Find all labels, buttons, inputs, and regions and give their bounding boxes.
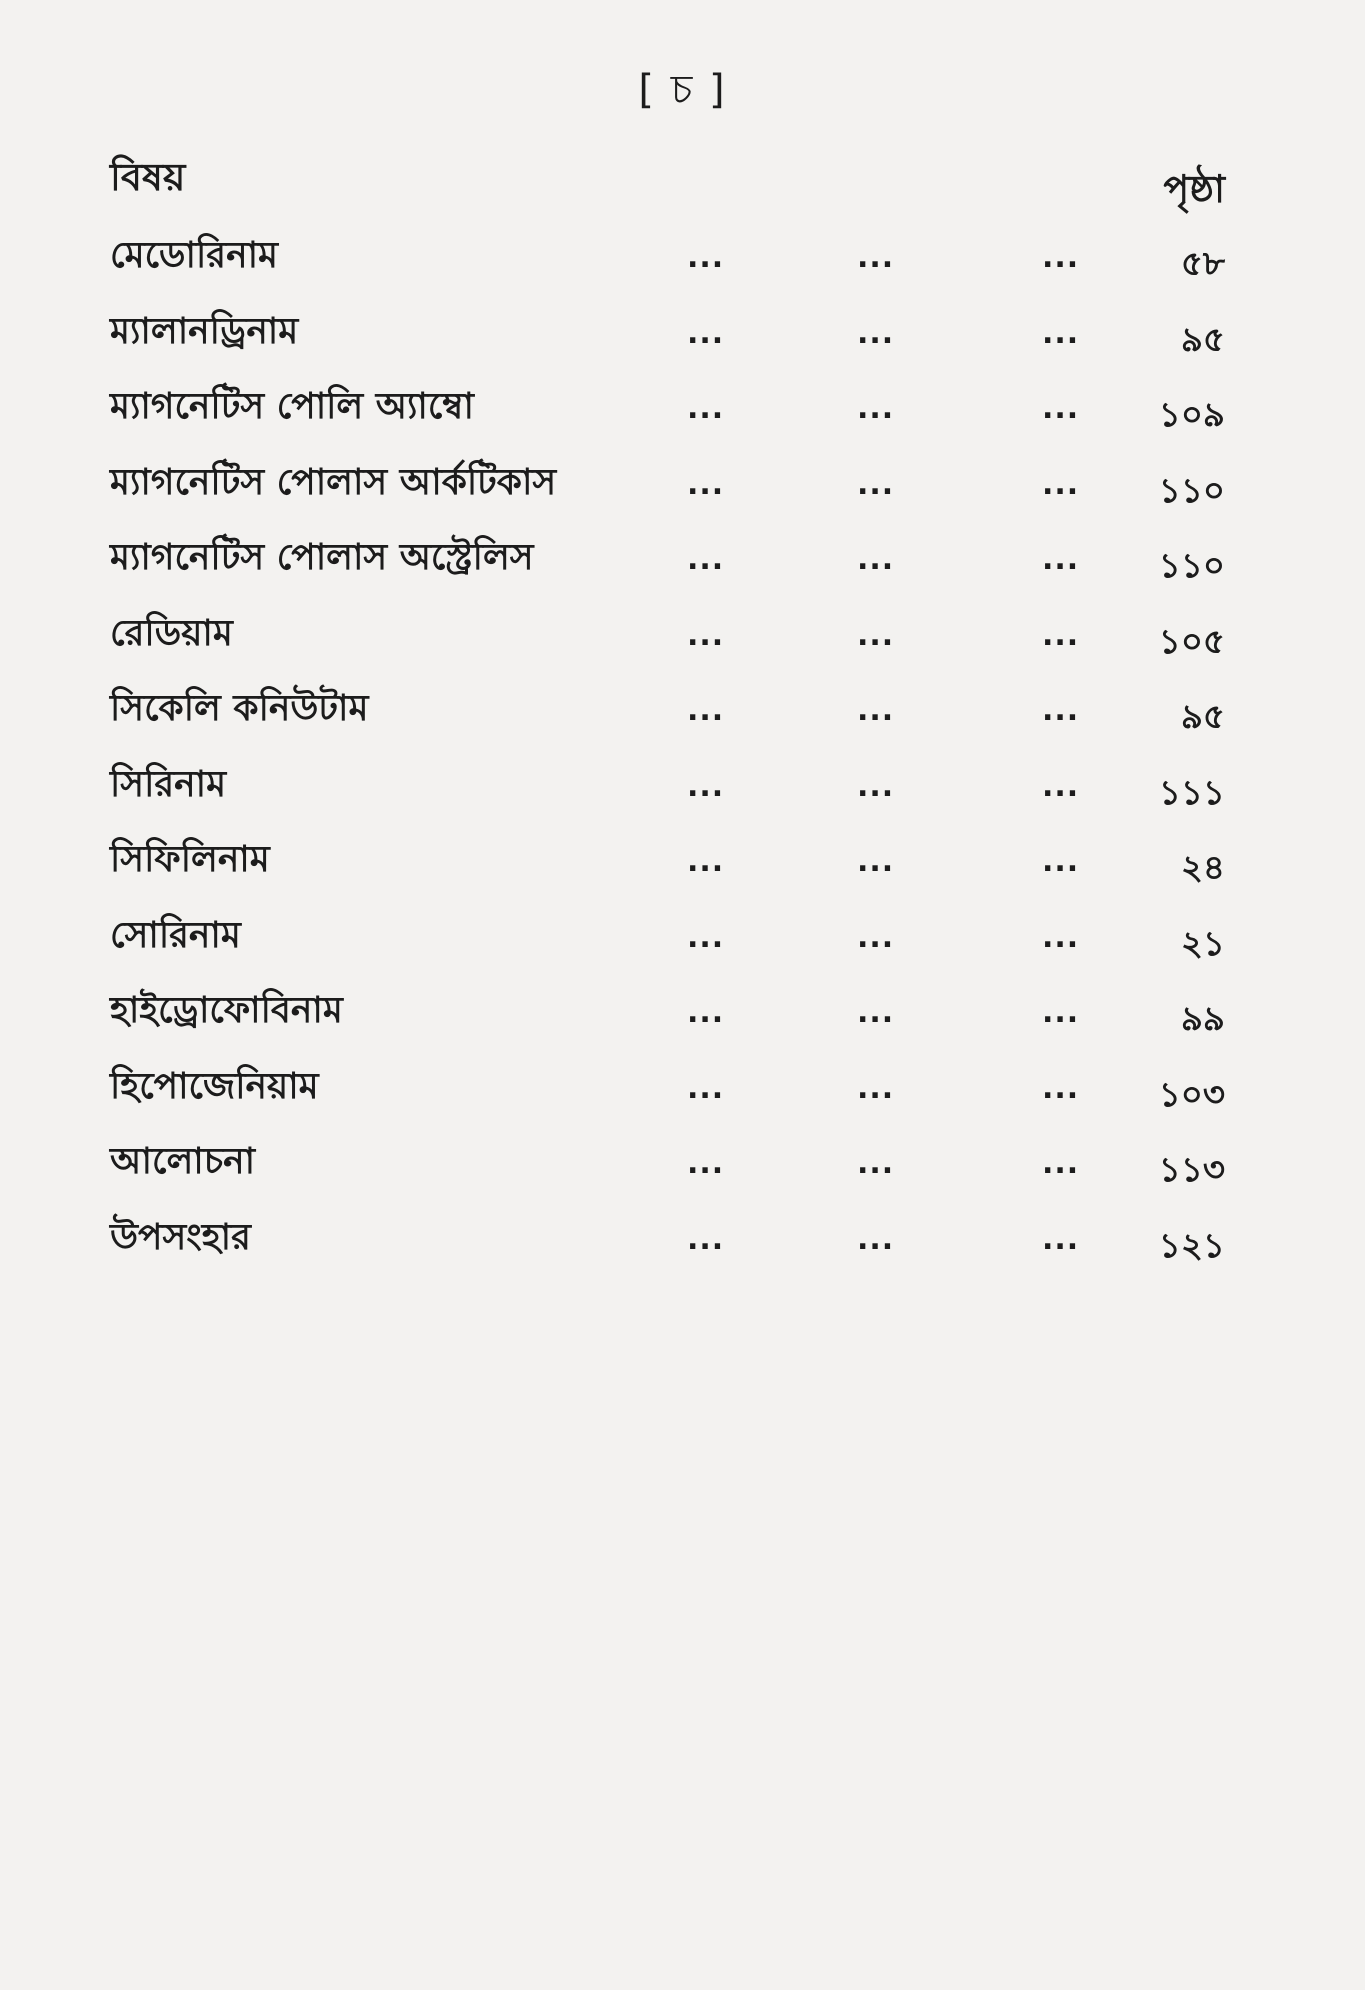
page-column-label: পৃষ্ঠা	[1163, 167, 1225, 211]
leader-dots: ...	[1042, 693, 1080, 728]
toc-entry-page: ১২১	[1158, 1225, 1225, 1266]
toc-entry-page: ১১১	[1158, 772, 1225, 813]
toc-entry-page: ৯৫	[1180, 319, 1225, 360]
leader-dots: ...	[687, 1221, 725, 1257]
leader-dots: ...	[857, 844, 895, 879]
toc-entry	[110, 524, 1225, 600]
toc-entry-page: ১১০	[1158, 470, 1225, 511]
toc-entry	[110, 373, 1225, 449]
toc-entry	[110, 222, 1225, 298]
toc-entry-page: ১১০	[1158, 546, 1225, 586]
toc-entry-page: ৯৫	[1180, 697, 1225, 737]
leader-dots: ...	[857, 1221, 895, 1257]
toc-entry-page: ১১৩	[1158, 1150, 1225, 1190]
leader-dots: ...	[857, 542, 895, 577]
toc-entry	[110, 675, 1225, 751]
toc-entry-title: সোরিনাম	[110, 914, 241, 956]
leader-dots: ...	[687, 466, 725, 502]
leader-dots: ...	[857, 617, 895, 653]
toc-entry-title: উপসংহার	[110, 1216, 251, 1258]
leader-dots: ...	[857, 1070, 895, 1106]
toc-entry	[110, 977, 1225, 1053]
leader-dots: ...	[687, 844, 725, 879]
leader-dots: ...	[1042, 995, 1080, 1030]
table-of-contents	[110, 222, 1225, 1279]
toc-header	[110, 148, 1225, 211]
leader-dots: ...	[1042, 240, 1080, 275]
toc-entry-title: সিরিনাম	[110, 763, 227, 805]
leader-dots: ...	[1042, 919, 1080, 955]
toc-entry-page: ৯৯	[1180, 999, 1225, 1039]
toc-entry	[110, 1204, 1225, 1280]
leader-dots: ...	[857, 1146, 895, 1181]
leader-dots: ...	[1042, 542, 1080, 577]
leader-dots: ...	[687, 693, 725, 728]
leader-dots: ...	[857, 391, 895, 426]
toc-entry-page: ৫৮	[1180, 244, 1225, 284]
leader-dots: ...	[687, 315, 725, 351]
toc-entry-title: ম্যাগনেটিস পোলাস অস্ট্রেলিস	[110, 537, 534, 578]
toc-entry-title: সিকেলি কনিউটাম	[110, 688, 369, 729]
leader-dots: ...	[687, 617, 725, 653]
toc-entry-page: ১০৯	[1158, 395, 1225, 435]
leader-dots: ...	[1042, 1221, 1080, 1257]
toc-entry-title: হাইড্রোফোবিনাম	[110, 990, 343, 1031]
toc-entry-title: হিপোজেনিয়াম	[110, 1065, 319, 1107]
leader-dots: ...	[687, 995, 725, 1030]
leader-dots: ...	[857, 768, 895, 804]
toc-entry	[110, 600, 1225, 676]
toc-entry-page: ১০৩	[1158, 1074, 1225, 1115]
leader-dots: ...	[1042, 768, 1080, 804]
leader-dots: ...	[857, 919, 895, 955]
toc-entry	[110, 1128, 1225, 1204]
toc-entry	[110, 298, 1225, 374]
leader-dots: ...	[1042, 315, 1080, 351]
toc-entry-page: ২৪	[1180, 848, 1225, 888]
toc-entry-title: সিফিলিনাম	[110, 839, 270, 880]
leader-dots: ...	[857, 466, 895, 502]
toc-entry-title: আলোচনা	[110, 1141, 256, 1182]
toc-entry-page: ১০৫	[1158, 621, 1225, 662]
toc-entry	[110, 449, 1225, 525]
leader-dots: ...	[1042, 1070, 1080, 1106]
toc-entry-title: ম্যাগনেটিস পোলাস আর্কটিকাস	[110, 461, 557, 503]
subject-column-label: বিষয়	[110, 155, 186, 199]
toc-entry-title: রেডিয়াম	[110, 612, 233, 654]
leader-dots: ...	[687, 1070, 725, 1106]
leader-dots: ...	[1042, 1146, 1080, 1181]
leader-dots: ...	[857, 315, 895, 351]
toc-entry	[110, 1053, 1225, 1129]
toc-entry-page: ২১	[1180, 923, 1225, 964]
toc-entry	[110, 751, 1225, 827]
leader-dots: ...	[687, 919, 725, 955]
toc-entry	[110, 902, 1225, 978]
toc-entry-title: ম্যালানড্রিনাম	[110, 310, 299, 352]
leader-dots: ...	[687, 240, 725, 275]
page-number: [ চ ]	[638, 67, 727, 113]
leader-dots: ...	[857, 995, 895, 1030]
leader-dots: ...	[857, 240, 895, 275]
leader-dots: ...	[687, 542, 725, 577]
leader-dots: ...	[1042, 466, 1080, 502]
leader-dots: ...	[1042, 844, 1080, 879]
toc-entry-title: ম্যাগনেটিস পোলি অ্যাম্বো	[110, 386, 474, 427]
leader-dots: ...	[687, 391, 725, 426]
leader-dots: ...	[687, 1146, 725, 1181]
leader-dots: ...	[1042, 617, 1080, 653]
leader-dots: ...	[857, 693, 895, 728]
leader-dots: ...	[1042, 391, 1080, 426]
toc-entry-title: মেডোরিনাম	[110, 235, 279, 276]
leader-dots: ...	[687, 768, 725, 804]
toc-entry	[110, 826, 1225, 902]
